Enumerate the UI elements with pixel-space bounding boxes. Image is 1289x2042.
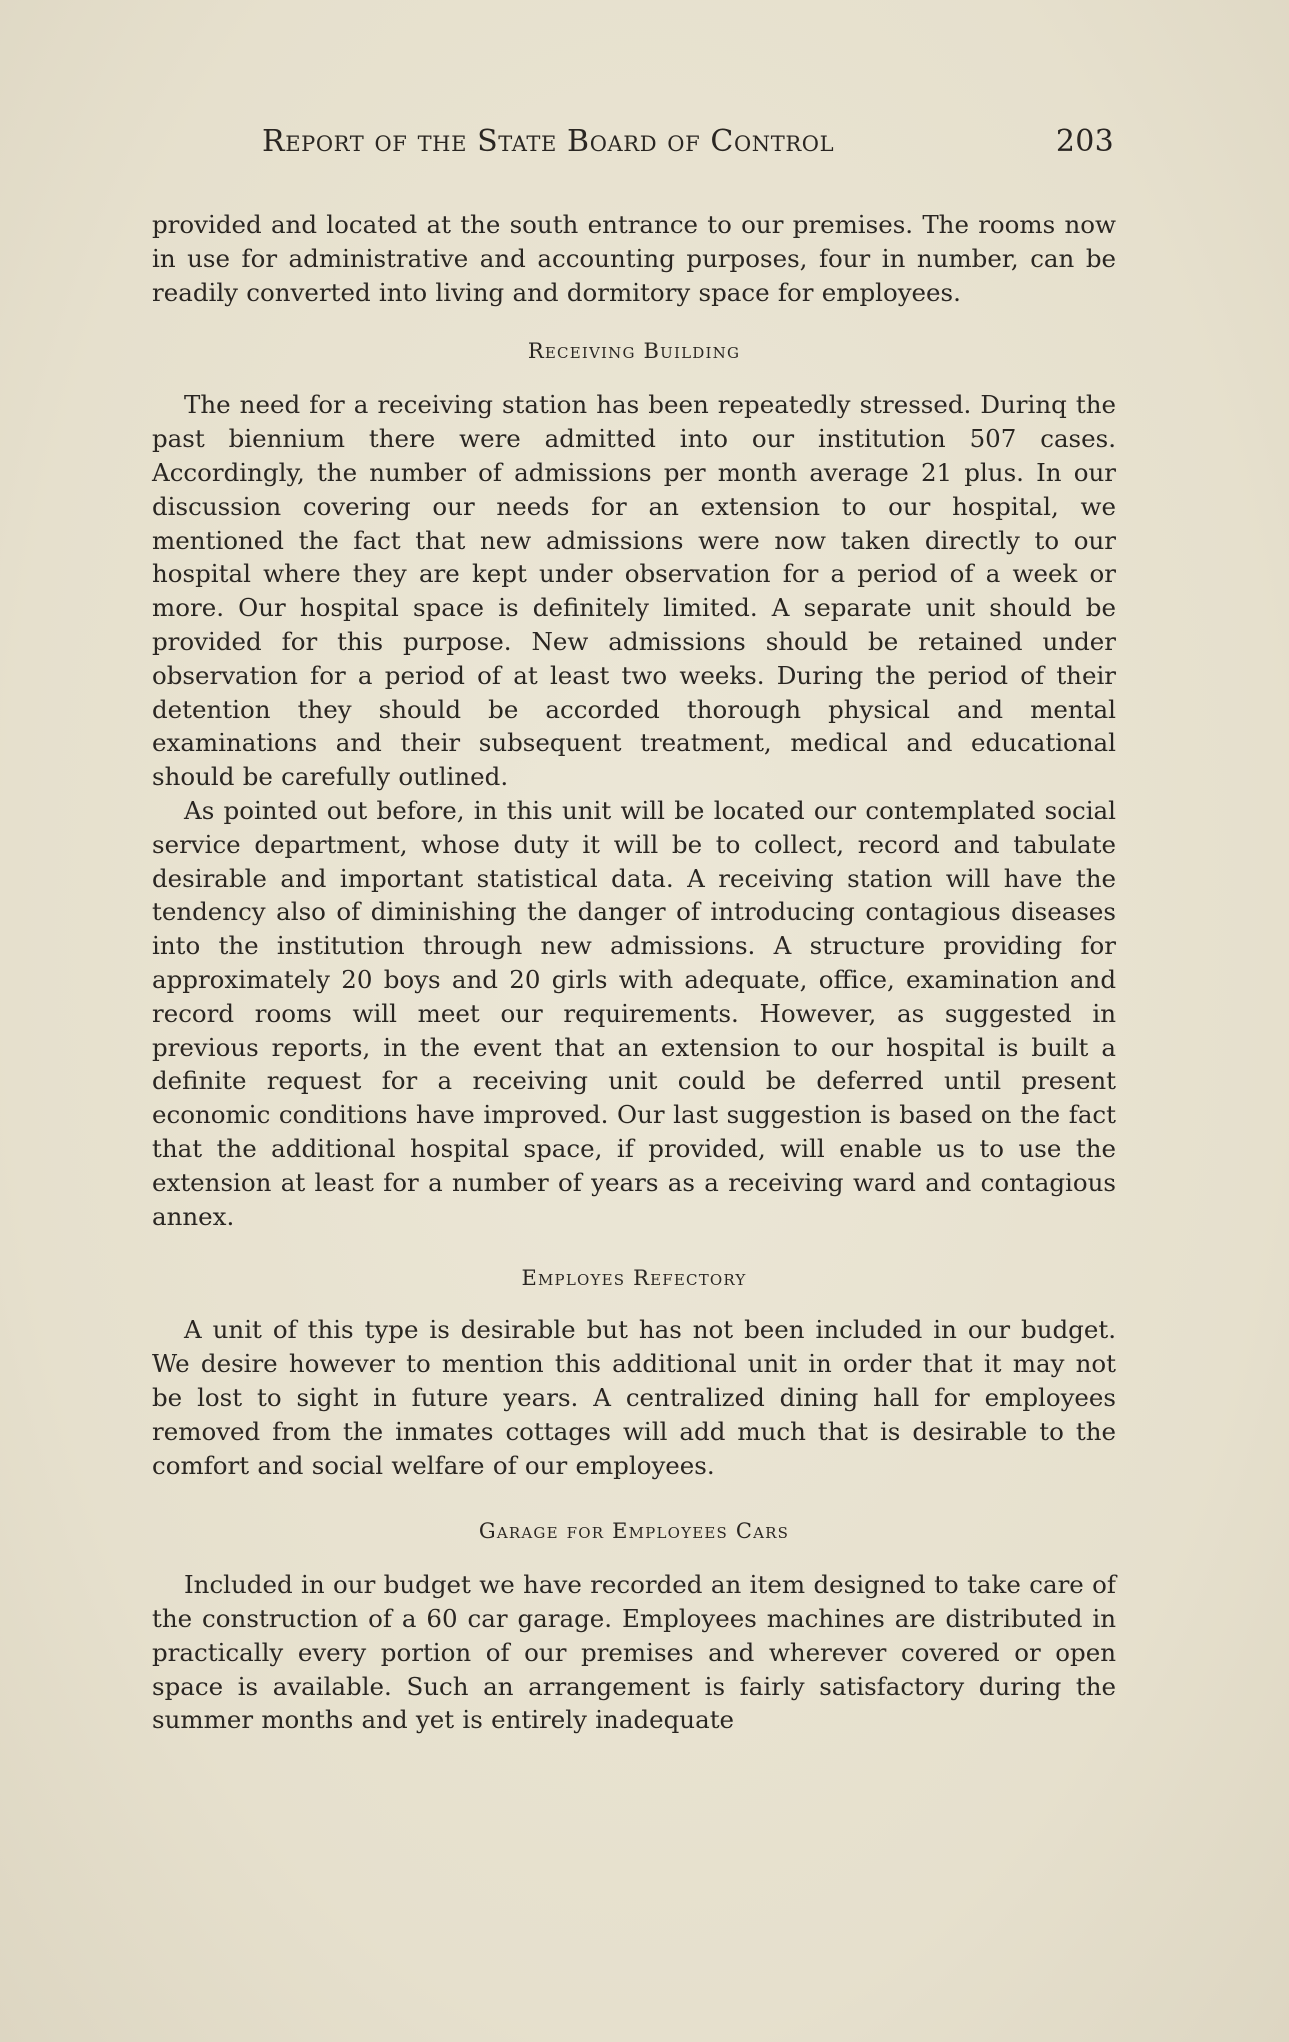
running-header xyxy=(262,124,1114,164)
intro-paragraph: provided and located at the south entrance to our premises. The rooms now in use for administrative and accounting purposes, four in number, can be readily converted into living and dormitory space for employees. xyxy=(152,210,1116,307)
running-header-title: Report of the State Board of Control xyxy=(262,124,835,159)
section-heading-receiving-building: Receiving Building xyxy=(527,339,741,364)
receiving-paragraph-1: The need for a receiving station has been repeatedly stressed. Durinq the past biennium there were admitted into our institution 507 cases. Accordingly, the number of admissions per month average 21 plus. In our discussion covering our needs for an extension to our hospital, we mentioned the fact that new admissions were now taken directly to our hospital where they are kept under observation for a period of a week or more. Our hospital space is definitely limited. A separate unit should be provided for this purpose. New admissions should be retained under observation for a period of at least two weeks. During the period of their detention they should be accorded thorough physical and mental examinations and their subsequent treatment, medical and educational should be carefully outlined. xyxy=(152,390,1116,792)
page-number: 203 xyxy=(1055,124,1114,159)
section-heading-garage: Garage for Employees Cars xyxy=(478,1519,790,1544)
page-body xyxy=(152,208,1116,1737)
refectory-paragraph: A unit of this type is desirable but has not been included in our budget. We desire however to mention this additional unit in order that it may not be lost to sight in future years. A centralized dining hall for employees removed from the inmates cottages will add much that is desirable to the comfort and social welfare of our employees. xyxy=(152,1315,1116,1480)
receiving-paragraph-2: As pointed out before, in this unit will be located our contemplated social service department, whose duty it will be to collect, record and tabulate desirable and important statistical data. A receiving station will have the tendency also of diminishing the danger of introducing contagious diseases into the institution through new admissions. A structure providing for approximately 20 boys and 20 girls with adequate, office, examination and record rooms will meet our requirements. However, as suggested in previous reports, in the event that an extension to our hospital is built a definite request for a receiving unit could be deferred until present economic conditions have improved. Our last suggestion is based on the fact that the additional hospital space, if provided, will enable us to use the extension at least for a number of years as a receiving ward and contagious annex. xyxy=(152,795,1116,1231)
section-heading-employes-refectory: Employes Refectory xyxy=(521,1266,747,1291)
garage-paragraph: Included in our budget we have recorded an item designed to take care of the construction of a 60 car garage. Employees machines are distributed in practically every portion of our premises and wherever covered or open space is available. Such an arrangement is fairly satisfactory during the summer months and yet is entirely inadequate xyxy=(152,1570,1116,1735)
